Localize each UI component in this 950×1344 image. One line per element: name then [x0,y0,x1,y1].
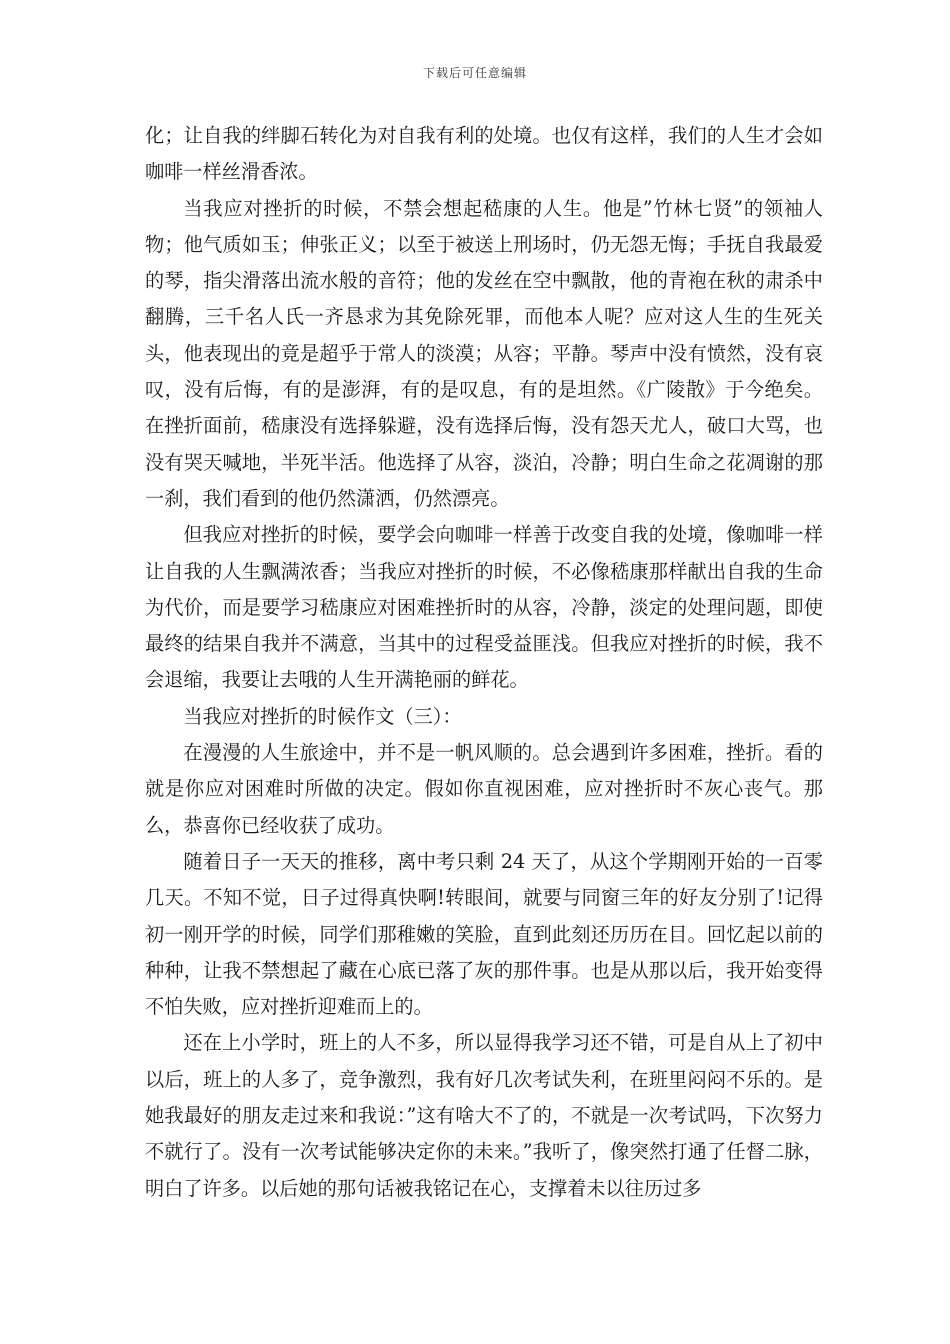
paragraph-1: 化；让自我的绊脚石转化为对自我有利的处境。也仅有这样，我们的人生才会如咖啡一样丝滑香浓。 [145,124,823,184]
page-header: 下载后可任意编辑 [422,66,527,80]
paragraph-6: 还在上小学时，班上的人不多，所以显得我学习还不错，可是自从上了初中以后，班上的人多了，竞争激烈，我有好几次考试失利，在班里闷闷不乐的。是她我最好的朋友走过来和我说：”这有啥大不了的，不就是一次考试吗，下次努力不就行了。没有一次考试能够决定你的未来。”我听了，像突然打通了任督二脉，明白了许多。以后她的那句话被我铭记在心，支撑着未以往历过多 [145,1031,823,1200]
paragraph-3: 但我应对挫折的时候，要学会向咖啡一样善于改变自我的处境，像咖啡一样让自我的人生飘满浓香；当我应对挫折的时候，不必像嵇康那样献出自我的生命为代价，而是要学习嵇康应对困难挫折时的从容，冷静，淡定的处理问题，即使最终的结果自我并不满意，当其中的过程受益匪浅。但我应对挫折的时候，我不会退缩，我要让去哦的人生开满艳丽的鲜花。 [145,523,823,692]
document-body [145,118,823,1207]
section-heading: 当我应对挫折的时候作文（三）： [183,704,462,728]
paragraph-2: 当我应对挫折的时候，不禁会想起嵇康的人生。他是”竹林七贤”的领袖人物；他气质如玉；伸张正义；以至于被送上刑场时，仍无怨无悔；手抚自我最爱的琴，指尖滑落出流水般的音符；他的发丝在空中飘散，他的青袍在秋的肃杀中翻腾，三千名人氏一齐恳求为其免除死罪，而他本人呢？应对这人生的生死关头，他表现出的竟是超乎于常人的淡漠；从容；平静。琴声中没有愤然，没有哀叹，没有后悔，有的是澎湃，有的是叹息，有的是坦然。《广陵散》于今绝矣。在挫折面前，嵇康没有选择躲避，没有选择后悔，没有怨天尤人，破口大骂，也没有哭天喊地，半死半活。他选择了从容，淡泊，冷静；明白生命之花凋谢的那一刹，我们看到的他仍然潇洒，仍然漂亮。 [145,196,823,510]
paragraph-4: 在漫漫的人生旅途中，并不是一帆风顺的。总会遇到许多困难，挫折。看的就是你应对困难时所做的决定。假如你直视困难，应对挫折时不灰心丧气。那么，恭喜你已经收获了成功。 [145,741,823,837]
paragraph-5: 随着日子一天天的推移，离中考只剩 24 天了，从这个学期刚开始的一百零几天。不知不觉，日子过得真快啊!转眼间，就要与同窗三年的好友分别了!记得初一刚开学的时候，同学们那稚嫩的笑脸，直到此刻还历历在目。回忆起以前的种种，让我不禁想起了藏在心底已落了灰的那件事。也是从那以后，我开始变得不怕失败，应对挫折迎难而上的。 [145,849,823,1019]
